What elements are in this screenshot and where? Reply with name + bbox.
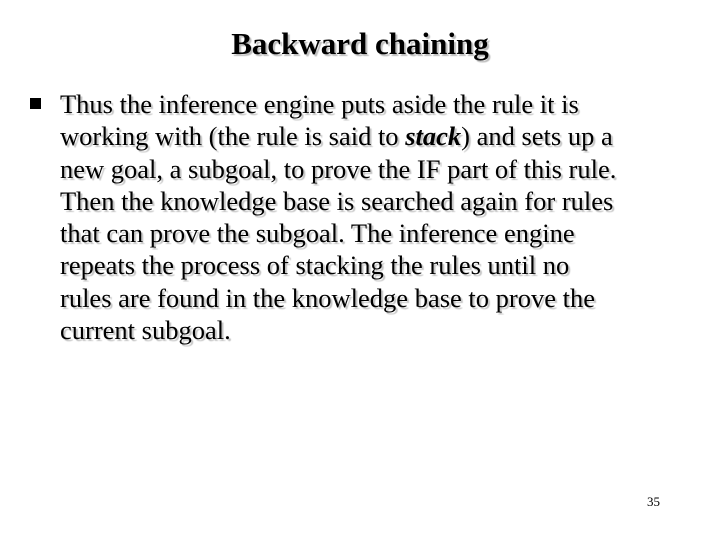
bullet-line-2-after: ) and sets up a bbox=[461, 121, 613, 152]
page-number: 35 bbox=[647, 494, 660, 509]
bullet-line-6: repeats the process of stacking the rules until no bbox=[60, 250, 570, 281]
bullet-line-2-before: working with (the rule is said to bbox=[60, 121, 406, 152]
bullet-line-1: Thus the inference engine puts aside the rule it is bbox=[60, 89, 579, 119]
square-bullet-icon bbox=[30, 98, 41, 109]
bullet-line-5: that can prove the subgoal. The inference engine bbox=[60, 218, 575, 249]
bullet-line-3: new goal, a subgoal, to prove the IF part of this rule. bbox=[60, 153, 617, 184]
bullet-line-7: rules are found in the knowledge base to prove the bbox=[60, 282, 595, 313]
slide-title: Backward chaining bbox=[231, 26, 489, 61]
bullet-text bbox=[60, 88, 696, 346]
bullet-line-4: Then the knowledge base is searched again for rules bbox=[60, 185, 614, 216]
bullet-line-2 bbox=[60, 120, 696, 152]
stack-emphasis: stack bbox=[405, 121, 462, 152]
bullet-line-8: current subgoal. bbox=[60, 315, 231, 346]
